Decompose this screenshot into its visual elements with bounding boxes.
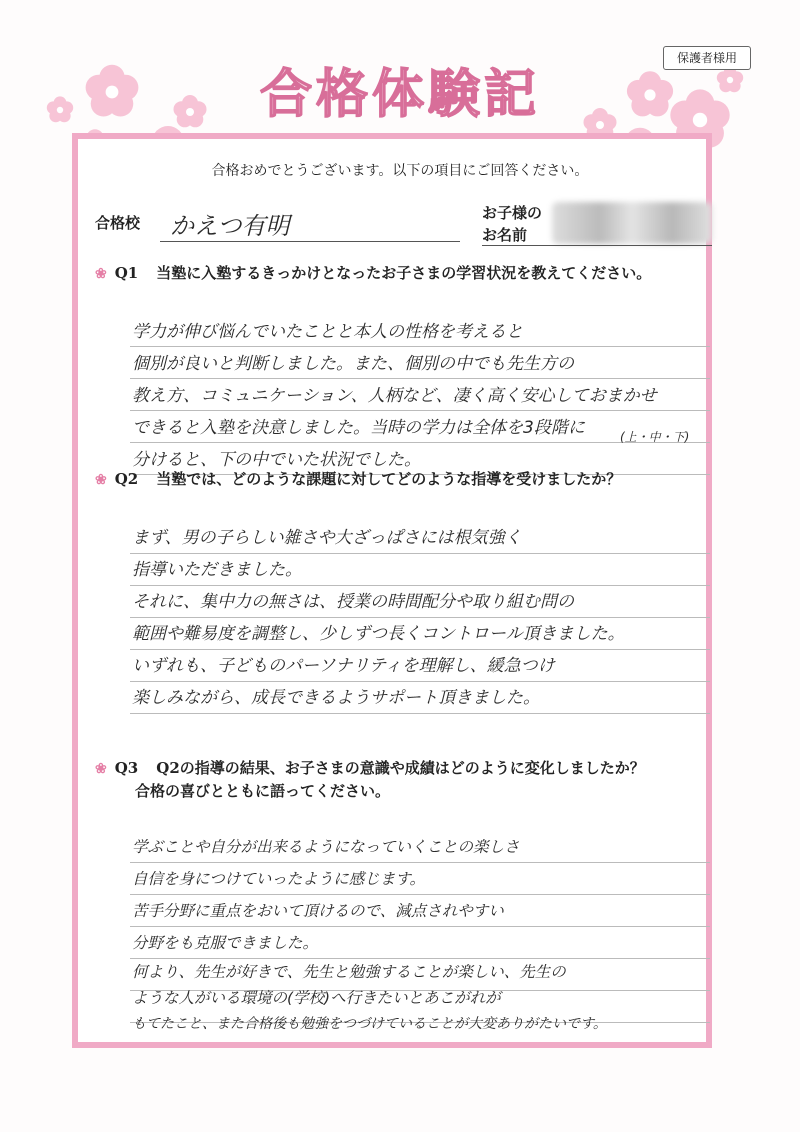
q1-text: 当塾に入塾するきっかけとなったお子さまの学習状況を教えてください。 (156, 264, 652, 282)
q3-answer-line: もてたこと、また合格後も勉強をつづけていることが大変ありがたいです。 (132, 1016, 607, 1032)
q3-number: Q3 (114, 759, 139, 777)
q3-question (95, 757, 645, 778)
q2-answer-line: 範囲や難易度を調整し、少しずつ長くコントロール頂きました。 (132, 624, 625, 644)
q3-answer-line: 何より、先生が好きで、先生と勉強することが楽しい、先生の (132, 963, 566, 981)
q1-question (95, 262, 651, 283)
q3-answer-line: 自信を身につけていったように感じます。 (132, 870, 425, 888)
q3-answer-line: 分野をも克服できました。 (132, 934, 319, 952)
school-underline (160, 241, 460, 242)
q1-answer-line: 教え方、コミュニケーション、人柄など、凄く高く安心しておまかせ (132, 386, 657, 406)
q1-answer-line: 個別が良いと判断しました。また、個別の中でも先生方の (132, 354, 574, 374)
q3-answer-line: 学ぶことや自分が出来るようになっていくことの楽しさ (132, 838, 520, 856)
intro-text: 合格おめでとうございます。以下の項目にご回答ください。 (211, 163, 589, 179)
q3-text-line2: 合格の喜びとともに語ってください。 (135, 782, 391, 800)
q2-answer-line: いずれも、子どものパーソナリティを理解し、緩急つけ (132, 656, 555, 676)
school-label: 合格校 (95, 214, 141, 232)
q1-answer (132, 316, 712, 476)
q2-answer-line: 楽しみながら、成長できるようサポート頂きました。 (132, 688, 540, 708)
q3-text-line1: Q2の指導の結果、お子さまの意識や成績はどのように変化しましたか？ (156, 759, 645, 777)
guardian-badge: 保護者様用 (663, 46, 751, 70)
q1-number: Q1 (114, 264, 139, 282)
school-value: かえつ有明 (170, 212, 290, 240)
child-name-redacted (552, 202, 712, 244)
q2-answer-line: まず、男の子らしい雑さや大ざっぱさには根気強く (132, 528, 522, 548)
q3-answer-line: 苦手分野に重点をおいて頂けるので、減点されやすい (132, 902, 504, 920)
name-underline (482, 245, 712, 246)
q1-answer-line: 学力が伸び悩んでいたことと本人の性格を考えると (132, 322, 523, 342)
q2-answer (132, 522, 712, 714)
child-name-label-1: お子様の (482, 204, 543, 222)
q1-note: (上・中・下) (620, 430, 690, 444)
q1-answer-line: できると入塾を決意しました。当時の学力は全体を3段階に (132, 418, 585, 438)
q2-number: Q2 (114, 470, 139, 488)
child-name-label-2: お名前 (482, 226, 528, 244)
q1-blossom-icon: ❀ (95, 266, 107, 282)
q2-question (95, 468, 621, 489)
q1-answer-line: 分けると、下の中でいた状況でした。 (132, 450, 421, 470)
q2-blossom-icon: ❀ (95, 472, 107, 488)
q2-text: 当塾では、どのような課題に対してどのような指導を受けましたか？ (156, 470, 622, 488)
q3-answer (132, 831, 712, 1037)
page-title: 合格体験記 (259, 64, 540, 125)
q2-answer-line: 指導いただきました。 (132, 560, 302, 580)
q2-answer-line: それに、集中力の無さは、授業の時間配分や取り組む問の (132, 592, 574, 612)
q3-answer-line: ような人がいる環境の(学校)へ行きたいとあこがれが (132, 989, 501, 1007)
q3-blossom-icon: ❀ (95, 761, 107, 777)
